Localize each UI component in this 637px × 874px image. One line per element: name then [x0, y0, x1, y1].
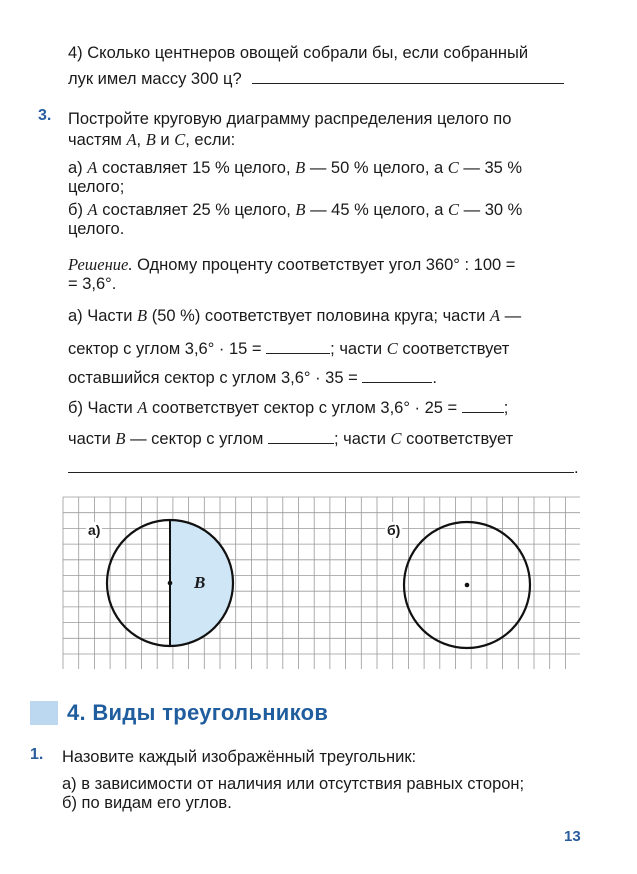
var-b: B [295, 158, 306, 177]
text-part: — 35 % [458, 159, 523, 177]
circle-a-center [168, 581, 173, 586]
diagram-label-b: б) [387, 522, 401, 538]
task1-line3: б) по видам его углов. [62, 794, 232, 812]
text-part: составляет 25 % целого, [97, 201, 296, 219]
text-part: соответствует сектор с углом 3,6° · 25 = [147, 399, 462, 417]
text-part: ; части [333, 430, 391, 448]
text-part: . [574, 459, 579, 477]
text-part: — 30 % [459, 201, 523, 219]
text-part: ; [503, 399, 509, 417]
text-part: — сектор с углом [125, 430, 268, 448]
text-part: б) [68, 201, 88, 219]
solution-line2: = 3,6°. [68, 275, 117, 293]
var-c: C [447, 158, 459, 177]
task3-b-line2: целого. [68, 220, 125, 238]
text-part: — 45 % целого, а [305, 201, 449, 219]
diagram-label-a: а) [88, 522, 101, 538]
text-part: и [155, 131, 175, 149]
text-part: частям [68, 131, 127, 149]
var-b: B [295, 200, 306, 219]
prev-task-line1: 4) Сколько центнеров овощей собрали бы, если собранный [68, 44, 529, 62]
text-part: оставшийся сектор с углом 3,6° · 35 = [68, 369, 363, 387]
task-number: 3. [38, 107, 52, 124]
text-part: — [500, 307, 522, 325]
text-part: сектор с углом 3,6° · 15 = [68, 340, 267, 358]
text-part: соответствует [401, 430, 514, 448]
grid-lines [63, 497, 580, 669]
var-b: B [137, 306, 148, 325]
var-a: A [126, 130, 137, 149]
text-part: а) [68, 159, 88, 177]
circle-b [404, 522, 530, 648]
var-b: B [145, 130, 156, 149]
task3-a-line2: целого; [68, 178, 125, 196]
text-part: б) Части [68, 399, 138, 417]
task1-line1: Назовите каждый изображённый треугольник: [62, 748, 417, 766]
solution-label: Решение. [68, 255, 133, 274]
text-part: составляет 15 % целого, [97, 159, 296, 177]
var-a: A [87, 158, 98, 177]
task-number: 1. [30, 746, 44, 763]
section-bar [30, 701, 58, 725]
var-a: A [137, 398, 148, 417]
text-part: соответствует [397, 340, 510, 358]
var-c: C [386, 339, 398, 358]
text-part: а) Части [68, 307, 138, 325]
text-part: (50 %) соответствует половина круга; части [147, 307, 490, 325]
sector-label-b: B [194, 573, 206, 592]
text-part: части [68, 430, 116, 448]
section-title: 4. Виды треугольников [67, 700, 329, 725]
task1-line2: а) в зависимости от наличия или отсутствия равных сторон; [62, 775, 525, 793]
var-a: A [87, 200, 98, 219]
text-part: — 50 % целого, а [305, 159, 448, 177]
var-c: C [448, 200, 460, 219]
var-c: C [390, 429, 402, 448]
page-number: 13 [564, 828, 581, 845]
var-c: C [174, 130, 186, 149]
var-a: A [489, 306, 501, 325]
task3-line1: Постройте круговую диаграмму распределения целого по [68, 110, 512, 128]
var-b: B [115, 429, 126, 448]
text-part: ; части [330, 340, 387, 358]
text-part: . [432, 369, 437, 387]
circle-b-center [465, 583, 470, 588]
text-part: , [136, 131, 146, 149]
text-part: , если: [185, 131, 236, 149]
text-part: Одному проценту соответствует угол 360° : 100 = [132, 256, 516, 274]
prev-task-line2-text: лук имел массу 300 ц? [68, 70, 242, 88]
